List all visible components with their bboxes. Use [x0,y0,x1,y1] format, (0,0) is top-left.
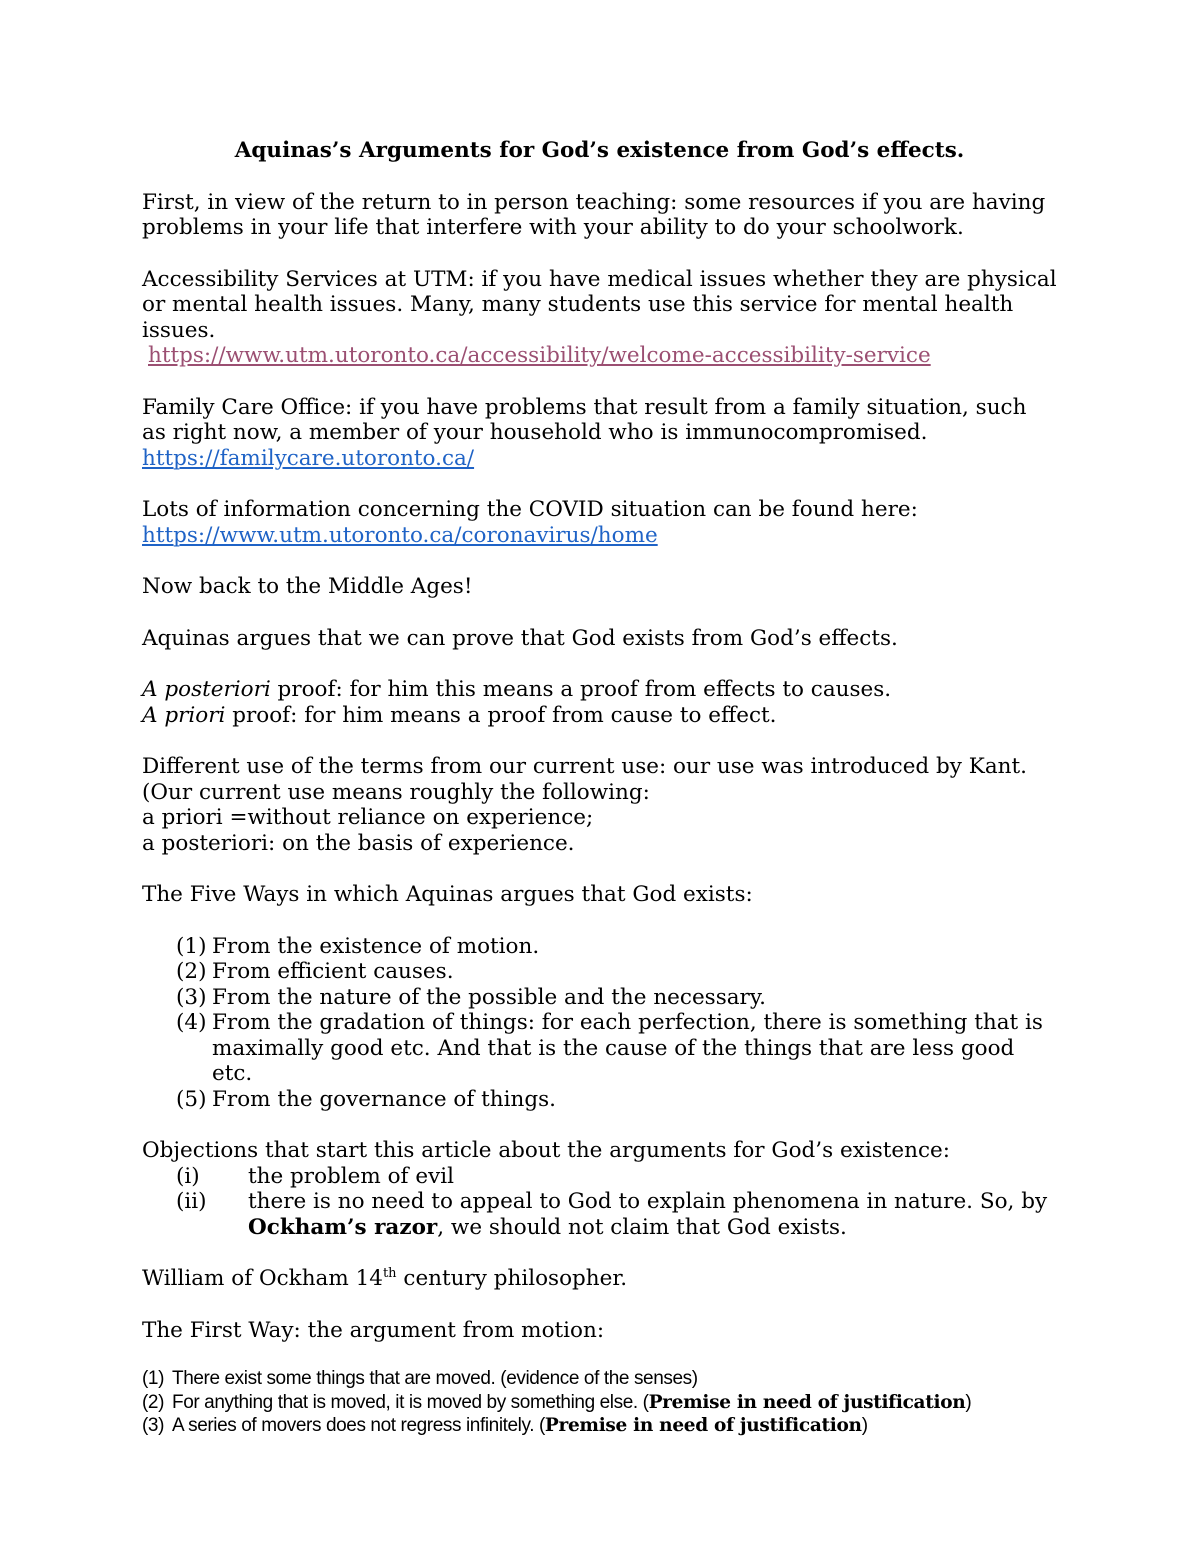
family-care-paragraph: Family Care Office: if you have problems that result from a family situation, such as right now, a member of your household who is immunocompromised. [142,394,1027,445]
list-item [142,1367,1057,1391]
list-item-number: (ii) [176,1189,207,1214]
a-priori-definition [142,703,1057,729]
ordinal-suffix: th [382,1265,397,1281]
document-body [142,138,1057,1438]
premise-number: (2) [142,1391,165,1413]
list-item [176,934,1057,960]
a-priori-text: proof: for him means a proof from cause to effect. [225,702,777,728]
objection-text-before: there is no need to appeal to God to explain phenomena in nature. So, by [248,1189,1048,1214]
accessibility-paragraph: Accessibility Services at UTM: if you have medical issues whether they are physical or mental health issues. Many, many students use this service for mental health issues. [142,266,1057,343]
first-way-heading: The First Way: the argument from motion: [142,1317,605,1343]
ockham-line [142,1266,1057,1292]
premise-text [172,1391,1057,1415]
covid-link[interactable]: https://www.utm.utoronto.ca/coronavirus/home [142,522,658,548]
list-item [176,985,1057,1011]
a-posteriori-current-use: a posteriori: on the basis of experience. [142,830,575,856]
covid-paragraph: Lots of information concerning the COVID situation can be found here: [142,497,918,522]
list-item-number: (1) [176,933,207,959]
list-item-text: From the governance of things. [212,1086,556,1112]
premise-body: For anything that is moved, it is moved by something else. ( [172,1391,649,1413]
list-item-text: From the nature of the possible and the necessary. [212,984,766,1010]
page-title: Aquinas’s Arguments for God’s existence from God’s effects. [234,138,965,163]
premise-number: (1) [142,1368,165,1389]
ockham-text-after: century philosopher. [396,1266,628,1291]
list-item-text: From the gradation of things: for each perfection, there is something that is maximally good etc. And that is the cause of the things that are less good etc. [212,1010,1043,1086]
ockham-text: William of Ockham 14 [142,1266,383,1291]
a-posteriori-text: proof: for him this means a proof from effects to causes. [270,677,892,702]
a-priori-term: A priori [142,702,226,728]
five-ways-heading: The Five Ways in which Aquinas argues that God exists: [142,882,753,907]
family-care-link[interactable]: https://familycare.utoronto.ca/ [142,445,475,471]
list-item-text: From efficient causes. [212,959,454,984]
list-item [142,1391,1057,1415]
list-item [142,1414,1057,1438]
ockhams-razor-term: Ockham’s razor [248,1214,438,1240]
accessibility-link[interactable]: https://www.utm.utoronto.ca/accessibility/welcome-accessibility-service [148,343,931,368]
aquinas-argues-line: Aquinas argues that we can prove that God exists from God’s effects. [142,625,898,651]
premise-justification-note: Premise in need of justification [648,1391,966,1413]
premise-body: A series of movers does not regress infinitely. ( [172,1415,545,1436]
list-item-number: (5) [176,1086,207,1112]
intro-paragraph: First, in view of the return to in person teaching: some resources if you are having problems in your life that interfere with your ability to do your schoolwork. [142,189,1046,240]
premises-list [142,1367,1057,1438]
list-item [176,1010,1057,1087]
list-item [176,959,1057,985]
list-item-number: (4) [176,1010,207,1035]
terms-usage-paragraph: Different use of the terms from our current use: our use was introduced by Kant. (Our current use means roughly the following: [142,754,1027,805]
objections-list [142,1164,1057,1241]
five-ways-list [142,934,1057,1113]
middle-ages-line: Now back to the Middle Ages! [142,574,473,599]
a-posteriori-term: A posteriori [142,677,271,702]
a-priori-current-use: a priori =without reliance on experience; [142,805,594,830]
list-item-text: the problem of evil [248,1163,454,1189]
list-item-text: From the existence of motion. [212,933,540,959]
premise-justification-note: Premise in need of justification [544,1415,862,1436]
list-item-text [248,1189,1057,1240]
premise-text [172,1367,1057,1391]
premise-number: (3) [142,1415,165,1436]
list-item [176,1087,1057,1113]
premise-body: There exist some things that are moved. (evidence of the senses) [172,1368,698,1389]
list-item-number: (i) [176,1163,200,1189]
list-item-number: (2) [176,959,207,984]
premise-close: ) [861,1415,868,1436]
premise-close: ) [965,1391,972,1413]
objection-text-after: , we should not claim that God exists. [437,1214,847,1240]
a-posteriori-definition [142,677,1057,703]
premise-text [172,1414,1057,1438]
objections-heading: Objections that start this article about the arguments for God’s existence: [142,1138,950,1163]
list-item-number: (3) [176,984,207,1010]
list-item [142,1164,1057,1190]
list-item [142,1189,1057,1240]
